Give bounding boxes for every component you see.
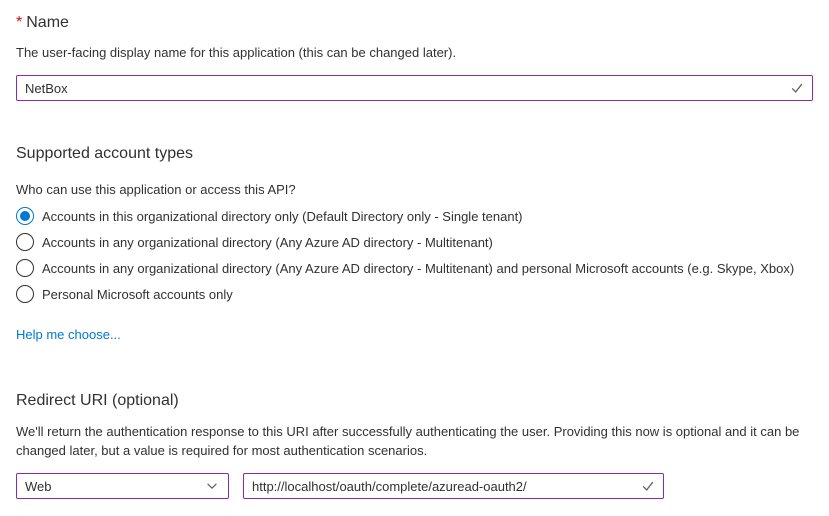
redirect-uri-input[interactable] [243,473,664,499]
radio-option-multitenant[interactable] [16,229,813,255]
radio-icon[interactable] [16,233,34,251]
name-input[interactable] [16,75,813,101]
chevron-down-icon [205,479,219,493]
name-label: Name [26,14,69,31]
redirect-uri-row [16,473,813,499]
account-types-radio-group [16,203,813,307]
platform-select-value: Web [25,478,52,494]
redirect-uri-heading: Redirect URI (optional) [16,392,179,409]
radio-option-multitenant-personal[interactable] [16,255,813,281]
account-types-question: Who can use this application or access this API? [16,182,296,197]
radio-option-label: Accounts in any organizational directory (Any Azure AD directory - Multitenant) and personal Microsoft accounts (e.g. Skype, Xbox) [42,260,795,276]
name-description: The user-facing display name for this application (this can be changed later). [16,45,457,60]
radio-icon[interactable] [16,285,34,303]
radio-option-personal-only[interactable] [16,281,813,307]
help-me-choose-link[interactable]: Help me choose... [16,327,121,342]
redirect-uri-input-wrap [243,473,664,499]
radio-option-label: Accounts in this organizational directory only (Default Directory only - Single tenant) [42,208,523,224]
name-input-wrap [16,75,813,101]
required-asterisk: * [16,14,23,31]
name-section-heading [16,12,813,34]
radio-option-label: Personal Microsoft accounts only [42,286,233,302]
account-types-heading: Supported account types [16,145,194,162]
platform-select[interactable] [16,473,229,499]
radio-option-label: Accounts in any organizational directory (Any Azure AD directory - Multitenant) [42,234,493,250]
radio-icon[interactable] [16,207,34,225]
radio-option-single-tenant[interactable] [16,203,813,229]
radio-icon[interactable] [16,259,34,277]
redirect-uri-description: We'll return the authentication response to this URI after successfully authenticating the user. Providing this now is optional and it can be changed later, but a value is required for most authentication scenarios. [16,424,800,458]
